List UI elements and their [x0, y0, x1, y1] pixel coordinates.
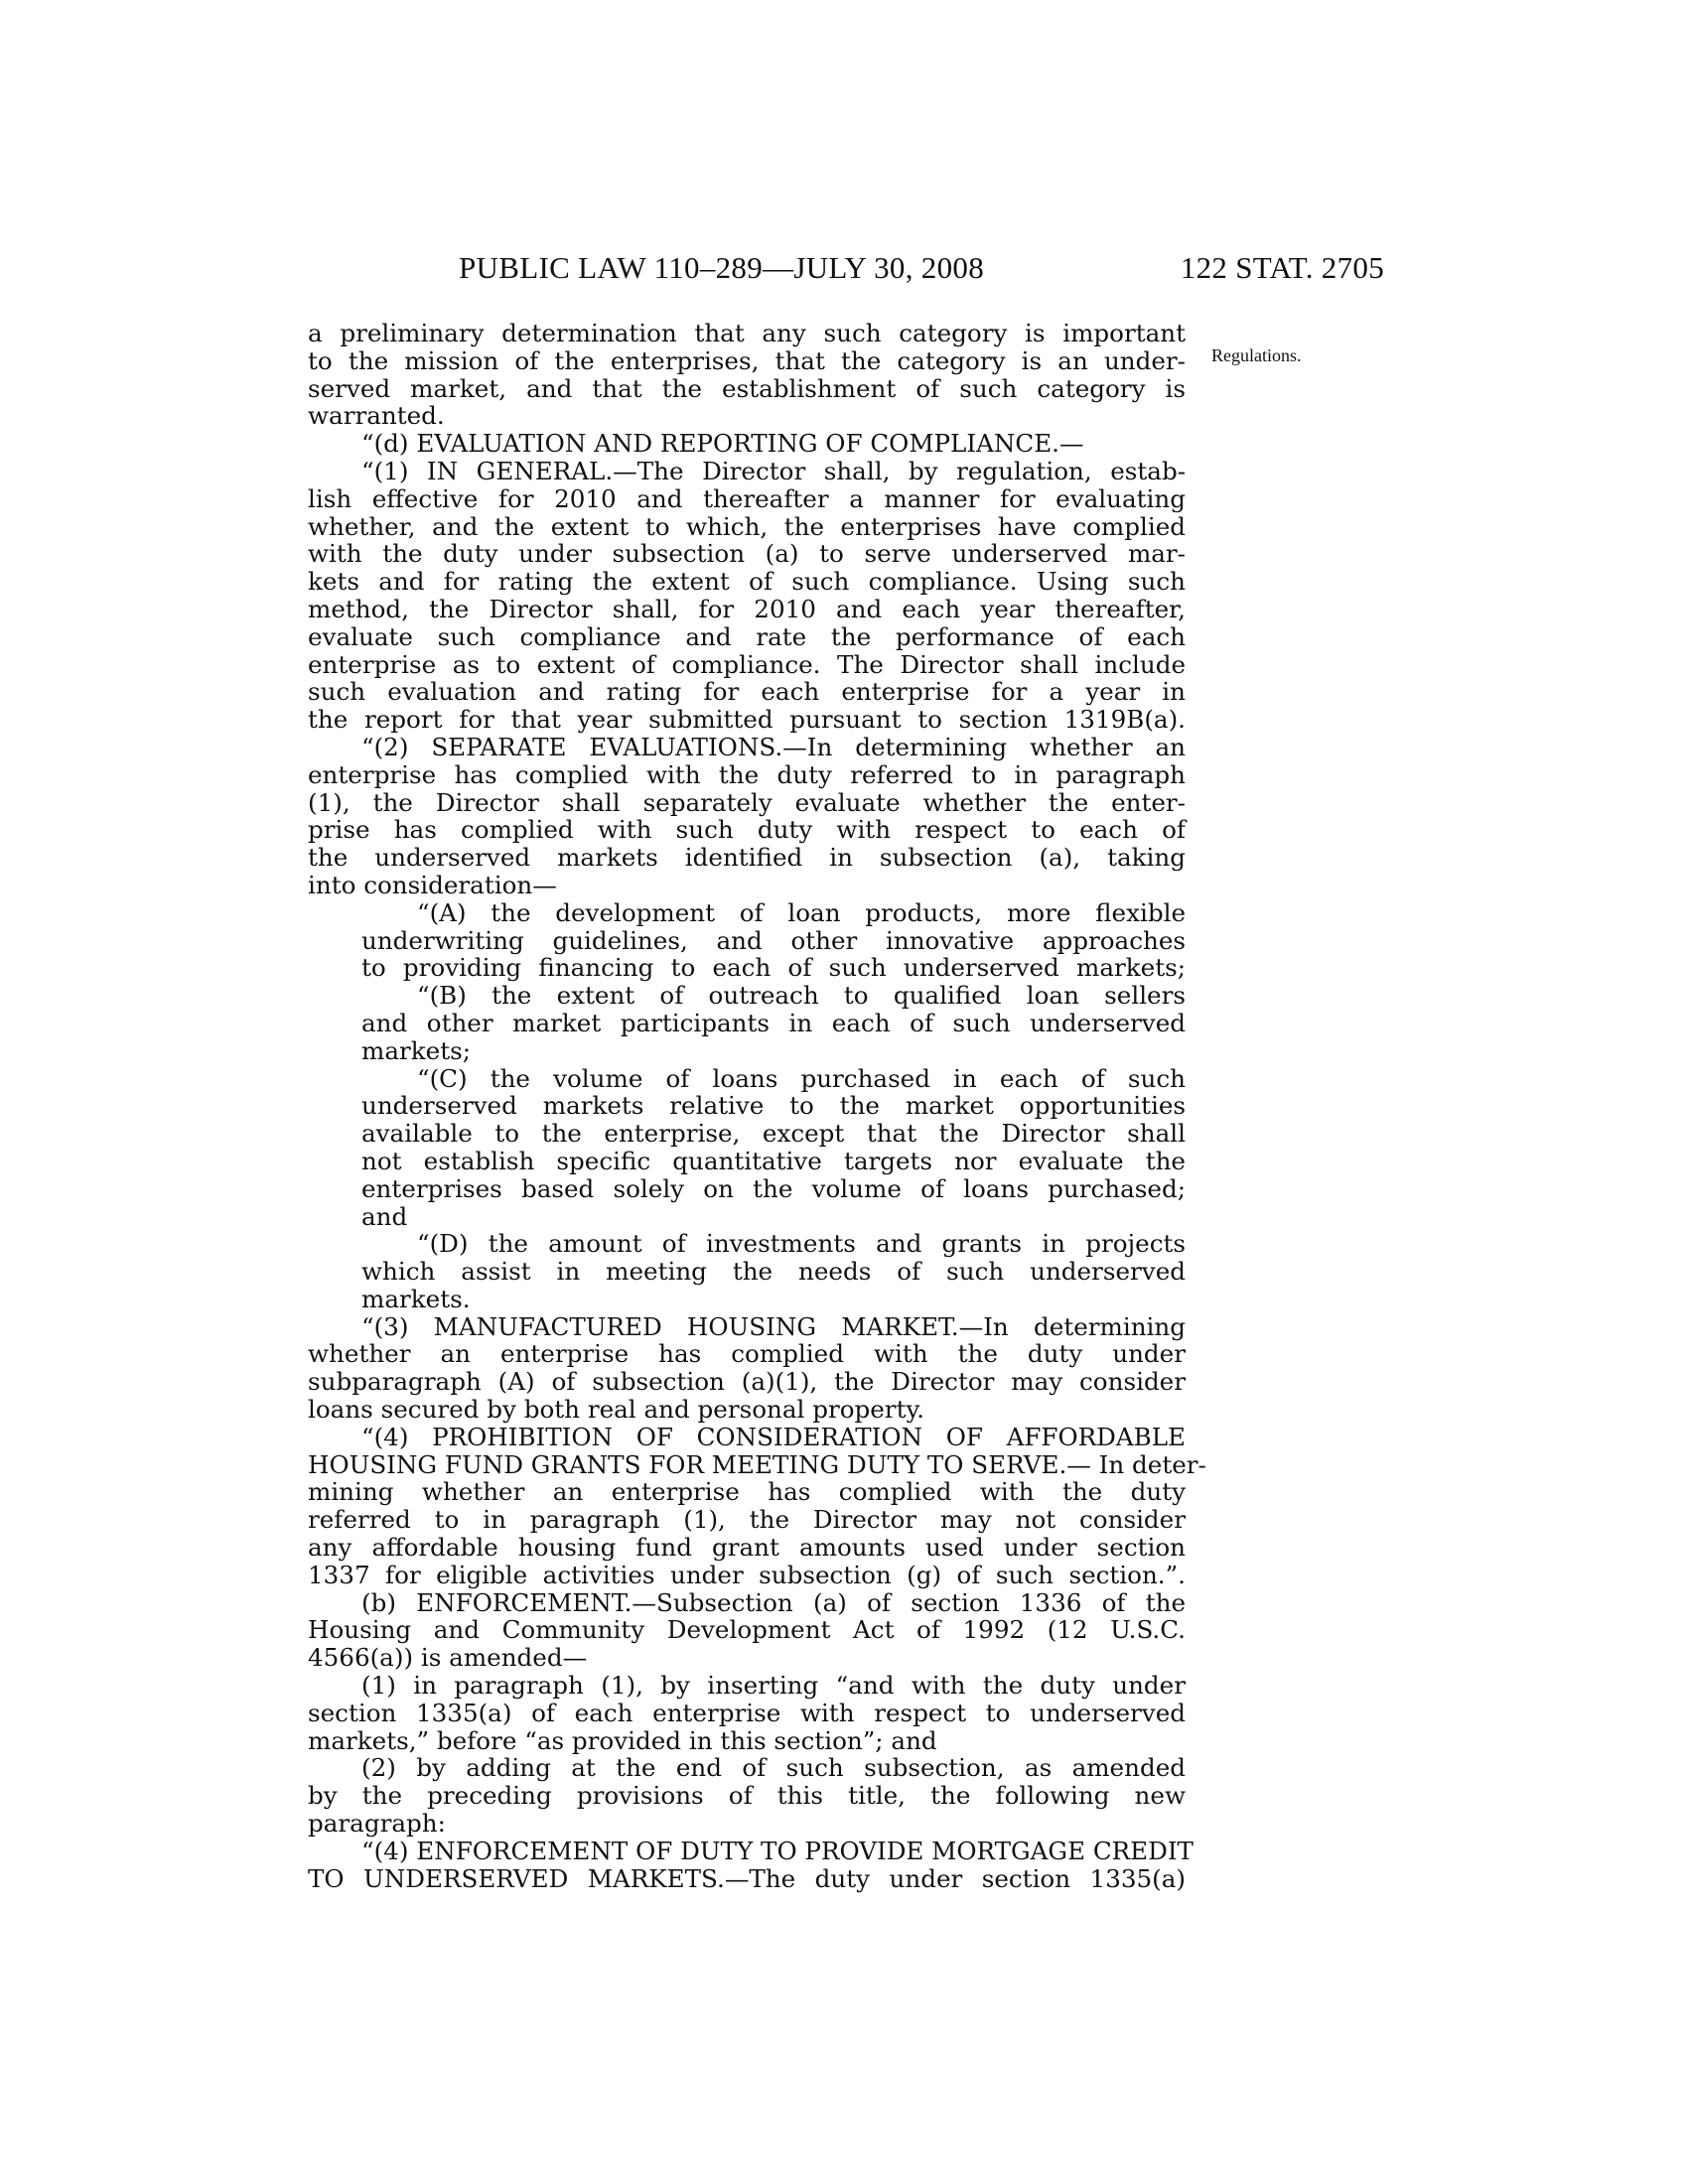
text-line: warranted. [308, 401, 445, 431]
text-line: and other market participants in each of such underserved [361, 1008, 1186, 1037]
text-line: subparagraph (A) of subsection (a)(1), the Director may consider [308, 1367, 1186, 1397]
text-line: any affordable housing fund grant amounts used under section [308, 1533, 1186, 1563]
text-line: a preliminary determination that any such category is important [308, 319, 1186, 347]
text-line: section 1335(a) of each enterprise with respect to underserved [308, 1698, 1186, 1727]
text-line: markets; [361, 1035, 471, 1065]
text-line: “(B) the extent of outreach to qualified loan sellers [417, 981, 1186, 1011]
text-line: evaluate such compliance and rate the performance of each [308, 621, 1186, 651]
text-line: whether an enterprise has complied with the duty under [308, 1339, 1186, 1369]
statute-body [308, 319, 1206, 1893]
text-line: Housing and Community Development Act of 1992 (12 U.S.C. [308, 1615, 1186, 1645]
text-line: “(D) the amount of investments and grants in projects [417, 1229, 1186, 1259]
text-line: lish effective for 2010 and thereafter a manner for evaluating [308, 483, 1186, 513]
text-line: which assist in meeting the needs of such underserved [361, 1257, 1186, 1287]
text-line: “(C) the volume of loans purchased in each of such [417, 1063, 1186, 1093]
text-line: “(2) SEPARATE EVALUATIONS.—In determining whether an [361, 732, 1186, 761]
text-line: loans secured by both real and personal property. [308, 1395, 924, 1425]
text-line: into consideration— [308, 870, 557, 899]
text-line: 1337 for eligible activities under subsection (g) of such section.”. [308, 1560, 1186, 1589]
text-line: “(d) EVALUATION AND REPORTING OF COMPLIANCE.— [361, 429, 1084, 459]
text-line: enterprises based solely on the volume of loans purchased; [361, 1173, 1186, 1203]
text-line: the underserved markets identified in subsection (a), taking [308, 843, 1186, 873]
text-line: TO UNDERSERVED MARKETS.—The duty under section 1335(a) [308, 1863, 1186, 1893]
text-line: (2) by adding at the end of such subsection, as amended [361, 1753, 1186, 1783]
text-line: “(1) IN GENERAL.—The Director shall, by regulation, estab- [361, 456, 1186, 485]
text-line: (b) ENFORCEMENT.—Subsection (a) of section 1336 of the [361, 1587, 1186, 1617]
text-line: the report for that year submitted pursuant to section 1319B(a). [308, 705, 1186, 735]
text-line: markets. [361, 1284, 471, 1313]
text-line: method, the Director shall, for 2010 and each year thereafter, [308, 594, 1186, 623]
text-line: such evaluation and rating for each enterprise for a year in [308, 677, 1186, 707]
text-line: (1), the Director shall separately evaluate whether the enter- [308, 787, 1186, 817]
text-line: 4566(a)) is amended— [308, 1643, 588, 1673]
text-line: and [361, 1201, 408, 1231]
text-line: “(4) PROHIBITION OF CONSIDERATION OF AFFORDABLE [361, 1422, 1186, 1451]
text-line: served market, and that the establishment of such category is [308, 373, 1186, 403]
text-line: HOUSING FUND GRANTS FOR MEETING DUTY TO SERVE.— In deter- [308, 1449, 1206, 1479]
text-line: not establish specific quantitative targets nor evaluate the [361, 1146, 1186, 1175]
text-line: to the mission of the enterprises, that the category is an under- [308, 345, 1186, 375]
text-line: available to the enterprise, except that the Director shall [361, 1119, 1186, 1149]
text-line: “(4) ENFORCEMENT OF DUTY TO PROVIDE MORTGAGE CREDIT [361, 1836, 1194, 1865]
statute-page-number: 122 STAT. 2705 [1180, 250, 1384, 285]
page-header [459, 250, 1384, 290]
text-line: underwriting guidelines, and other innovative approaches [361, 925, 1186, 955]
text-line: to providing financing to each of such underserved markets; [361, 953, 1186, 983]
text-line: enterprise has complied with the duty referred to in paragraph [308, 759, 1186, 789]
text-line: enterprise as to extent of compliance. The Director shall include [308, 649, 1186, 679]
text-line: “(3) MANUFACTURED HOUSING MARKET.—In determining [361, 1311, 1186, 1341]
text-line: with the duty under subsection (a) to serve underserved mar- [308, 539, 1186, 569]
running-head-title: PUBLIC LAW 110–289—JULY 30, 2008 [459, 250, 985, 285]
text-line: prise has complied with such duty with respect to each of [308, 815, 1186, 845]
text-line: referred to in paragraph (1), the Director may not consider [308, 1505, 1186, 1535]
text-line: mining whether an enterprise has complied with the duty [308, 1477, 1186, 1507]
text-line: whether, and the extent to which, the enterprises have complied [308, 511, 1186, 541]
text-line: by the preceding provisions of this title, the following new [308, 1781, 1186, 1811]
text-line: paragraph: [308, 1809, 446, 1839]
text-line: (1) in paragraph (1), by inserting “and with the duty under [361, 1671, 1186, 1701]
margin-note: Regulations. [1211, 345, 1302, 365]
text-line: “(A) the development of loan products, more flexible [417, 897, 1186, 927]
text-line: underserved markets relative to the market opportunities [361, 1091, 1186, 1121]
text-line: kets and for rating the extent of such compliance. Using such [308, 567, 1186, 597]
text-line: markets,” before “as provided in this section”; and [308, 1725, 937, 1755]
